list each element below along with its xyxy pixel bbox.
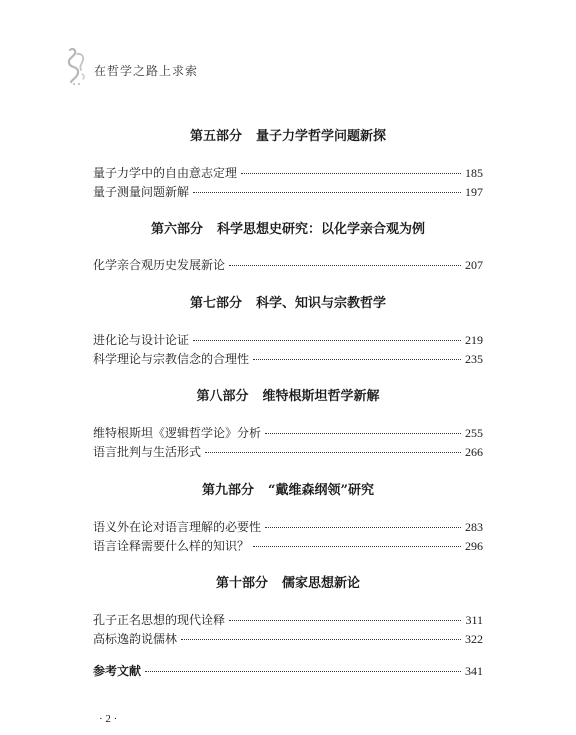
toc-entry-page: 219 <box>465 333 483 347</box>
section-part-label: 第十部分 <box>215 576 268 591</box>
section-part-label: 第九部分 <box>202 483 255 498</box>
section-part-7 <box>93 292 483 369</box>
leader-dots <box>145 671 461 672</box>
toc-entry-page: 311 <box>465 613 483 627</box>
section-part-6 <box>93 218 483 275</box>
leader-dots <box>181 639 461 640</box>
toc-entry[interactable] <box>93 424 483 443</box>
section-title: 维特根斯坦哲学新解 <box>262 389 380 404</box>
toc-entry-page: 255 <box>465 426 483 440</box>
toc-entry[interactable] <box>93 537 483 556</box>
leader-dots <box>241 173 461 174</box>
section-title: 儒家思想新论 <box>282 576 361 591</box>
leader-dots <box>253 546 461 547</box>
section-part-label: 第七部分 <box>189 296 242 311</box>
toc-entry-page: 283 <box>465 520 483 534</box>
toc-entry[interactable] <box>93 164 483 183</box>
toc-entry-page: 235 <box>465 352 483 366</box>
section-part-8 <box>93 385 483 462</box>
section-heading <box>93 572 483 591</box>
leader-dots <box>205 452 461 453</box>
toc-entry-title: 语言诠释需要什么样的知识？ <box>93 539 250 553</box>
toc-entry-title: 孔子正名思想的现代诠释 <box>93 613 226 627</box>
section-part-10 <box>93 572 483 649</box>
toc-entry-page: 296 <box>465 539 483 553</box>
section-heading <box>93 125 483 144</box>
toc-entry-title: 进化论与设计论证 <box>93 333 190 347</box>
toc-entry-title: 量子力学中的自由意志定理 <box>93 166 238 180</box>
leader-dots <box>265 527 461 528</box>
toc-entry-page: 266 <box>465 445 483 459</box>
toc-entry[interactable] <box>93 611 483 630</box>
section-heading <box>93 479 483 498</box>
toc-entry-title: 参考文献 <box>93 664 142 678</box>
toc-entry[interactable] <box>93 331 483 350</box>
toc-entry[interactable] <box>93 630 483 649</box>
leader-dots <box>193 192 461 193</box>
leader-dots <box>253 359 461 360</box>
header-title: 在哲学之路上求索 <box>94 64 199 78</box>
calligraphy-logo-icon <box>62 44 92 86</box>
section-part-label: 第六部分 <box>150 222 203 237</box>
toc-entry-page: 207 <box>465 258 483 272</box>
section-part-5 <box>93 125 483 202</box>
toc-entry[interactable] <box>93 443 483 462</box>
toc-entry-page: 322 <box>465 632 483 646</box>
toc-entry-references[interactable] <box>93 662 483 681</box>
references-section <box>93 662 483 681</box>
toc-entry-title: 科学理论与宗教信念的合理性 <box>93 352 250 366</box>
leader-dots <box>265 433 461 434</box>
section-title: 科学、知识与宗教哲学 <box>256 296 387 311</box>
section-title: “戴维森纲领”研究 <box>268 483 374 498</box>
toc-entry-title: 语义外在论对语言理解的必要性 <box>93 520 262 534</box>
toc-entry-title: 化学亲合观历史发展新论 <box>93 258 226 272</box>
section-heading <box>93 218 483 237</box>
toc-entry[interactable] <box>93 183 483 202</box>
toc-entry[interactable] <box>93 350 483 369</box>
section-title: 量子力学哲学问题新探 <box>256 129 387 144</box>
section-part-9 <box>93 479 483 556</box>
toc-entry-page: 197 <box>465 185 483 199</box>
running-header <box>62 44 262 88</box>
leader-dots <box>229 265 461 266</box>
section-part-label: 第五部分 <box>189 129 242 144</box>
toc-entry[interactable] <box>93 518 483 537</box>
leader-dots <box>229 620 461 621</box>
toc-entry-title: 量子测量问题新解 <box>93 185 190 199</box>
toc-entry-page: 185 <box>465 166 483 180</box>
toc-entry-page: 341 <box>465 664 483 678</box>
toc-entry[interactable] <box>93 256 483 275</box>
page-number: · 2 · <box>99 713 118 725</box>
section-heading <box>93 385 483 404</box>
section-part-label: 第八部分 <box>196 389 249 404</box>
section-title: 科学思想史研究：以化学亲合观为例 <box>217 222 426 237</box>
toc-entry-title: 语言批判与生活形式 <box>93 445 202 459</box>
leader-dots <box>193 340 461 341</box>
section-heading <box>93 292 483 311</box>
toc-entry-title: 高标逸韵说儒林 <box>93 632 178 646</box>
toc-entry-title: 维特根斯坦《逻辑哲学论》分析 <box>93 426 262 440</box>
